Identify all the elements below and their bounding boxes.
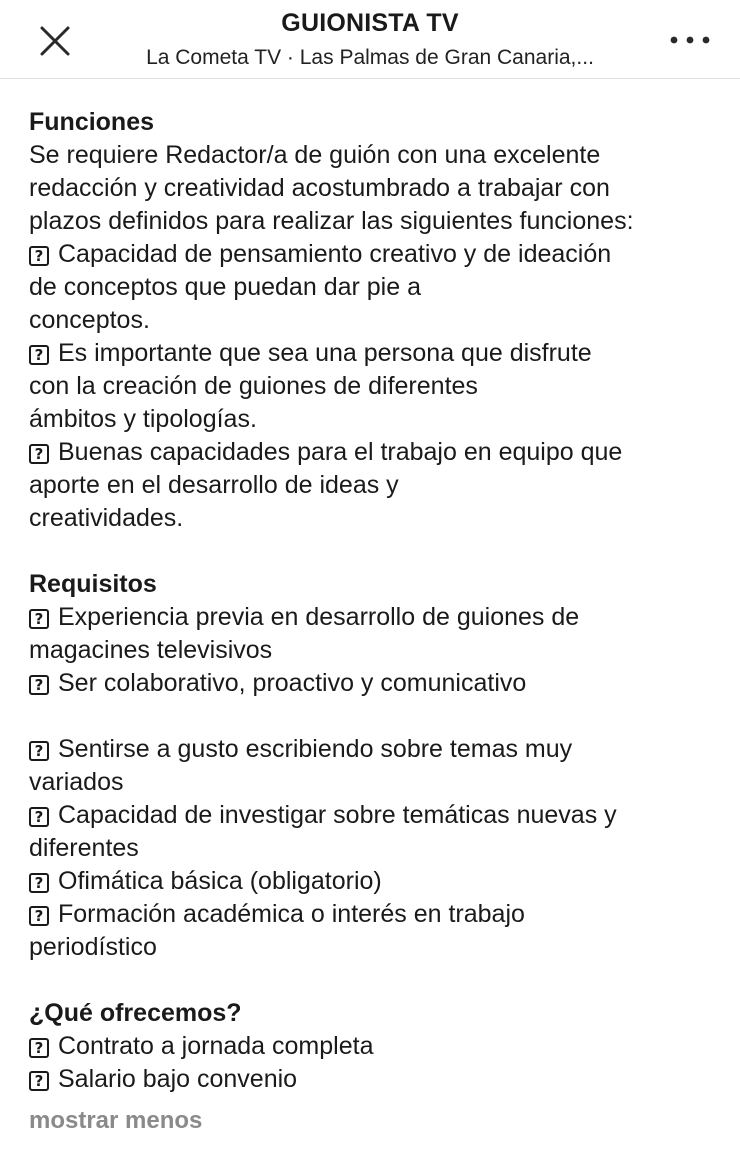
section-ofrecemos <box>29 997 719 1096</box>
bullet-icon: ? <box>29 609 49 629</box>
bullet-icon: ? <box>29 246 49 266</box>
item-text: con la creación de guiones de diferentes <box>29 372 478 400</box>
item-text: de conceptos que puedan dar pie a <box>29 273 421 301</box>
item-text: periodístico <box>29 933 157 961</box>
more-options-icon <box>662 26 718 56</box>
bullet-icon: ? <box>29 1038 49 1058</box>
list-item <box>29 1030 719 1063</box>
section-heading: Requisitos <box>29 570 157 598</box>
bullet-icon: ? <box>29 873 49 893</box>
intro-line: redacción y creatividad acostumbrado a trabajar con <box>29 174 610 202</box>
item-text: Formación académica o interés en trabajo <box>58 900 525 928</box>
list-item <box>29 667 719 700</box>
section-heading: ¿Qué ofrecemos? <box>29 999 242 1027</box>
item-text: Experiencia previa en desarrollo de guiones de <box>58 603 580 631</box>
list-item <box>29 799 719 865</box>
top-bar <box>0 0 740 79</box>
item-text: Ser colaborativo, proactivo y comunicativo <box>58 669 527 697</box>
bullet-icon: ? <box>29 741 49 761</box>
section-heading: Funciones <box>29 108 155 136</box>
item-text: creatividades. <box>29 504 184 532</box>
company-location: La Cometa TV · Las Palmas de Gran Canaria,... <box>146 46 594 69</box>
item-text: Ofimática básica (obligatorio) <box>58 867 382 895</box>
item-text: Buenas capacidades para el trabajo en equipo que <box>58 438 623 466</box>
bullet-icon: ? <box>29 906 49 926</box>
list-item <box>29 865 719 898</box>
bullet-icon: ? <box>29 444 49 464</box>
section-funciones <box>29 106 719 535</box>
item-text: Sentirse a gusto escribiendo sobre temas muy <box>58 735 573 763</box>
item-text: diferentes <box>29 834 139 862</box>
item-text: Salario bajo convenio <box>58 1065 298 1093</box>
list-item <box>29 898 719 964</box>
intro-line: Se requiere Redactor/a de guión con una excelente <box>29 141 601 169</box>
list-item <box>29 733 719 799</box>
list-item <box>29 238 719 337</box>
item-text: Capacidad de pensamiento creativo y de ideación <box>58 240 612 268</box>
item-text: Contrato a jornada completa <box>58 1032 374 1060</box>
bullet-icon: ? <box>29 675 49 695</box>
list-item <box>29 1063 719 1096</box>
bullet-icon: ? <box>29 807 49 827</box>
list-item <box>29 601 719 667</box>
intro-line: plazos definidos para realizar las siguientes funciones: <box>29 207 634 235</box>
show-less-link[interactable]: mostrar menos <box>29 1107 203 1134</box>
item-text: aporte en el desarrollo de ideas y <box>29 471 399 499</box>
more-options-button[interactable] <box>662 26 718 56</box>
job-description <box>29 106 719 1137</box>
list-item <box>29 436 719 535</box>
item-text: variados <box>29 768 124 796</box>
bullet-icon: ? <box>29 1071 49 1091</box>
section-requisitos <box>29 568 719 964</box>
bullet-icon: ? <box>29 345 49 365</box>
job-title: GUIONISTA TV <box>281 9 459 37</box>
list-item <box>29 337 719 436</box>
item-text: Es importante que sea una persona que disfrute <box>58 339 592 367</box>
item-text: magacines televisivos <box>29 636 273 664</box>
item-text: conceptos. <box>29 306 150 334</box>
item-text: Capacidad de investigar sobre temáticas nuevas y <box>58 801 617 829</box>
item-text: ámbitos y tipologías. <box>29 405 257 433</box>
